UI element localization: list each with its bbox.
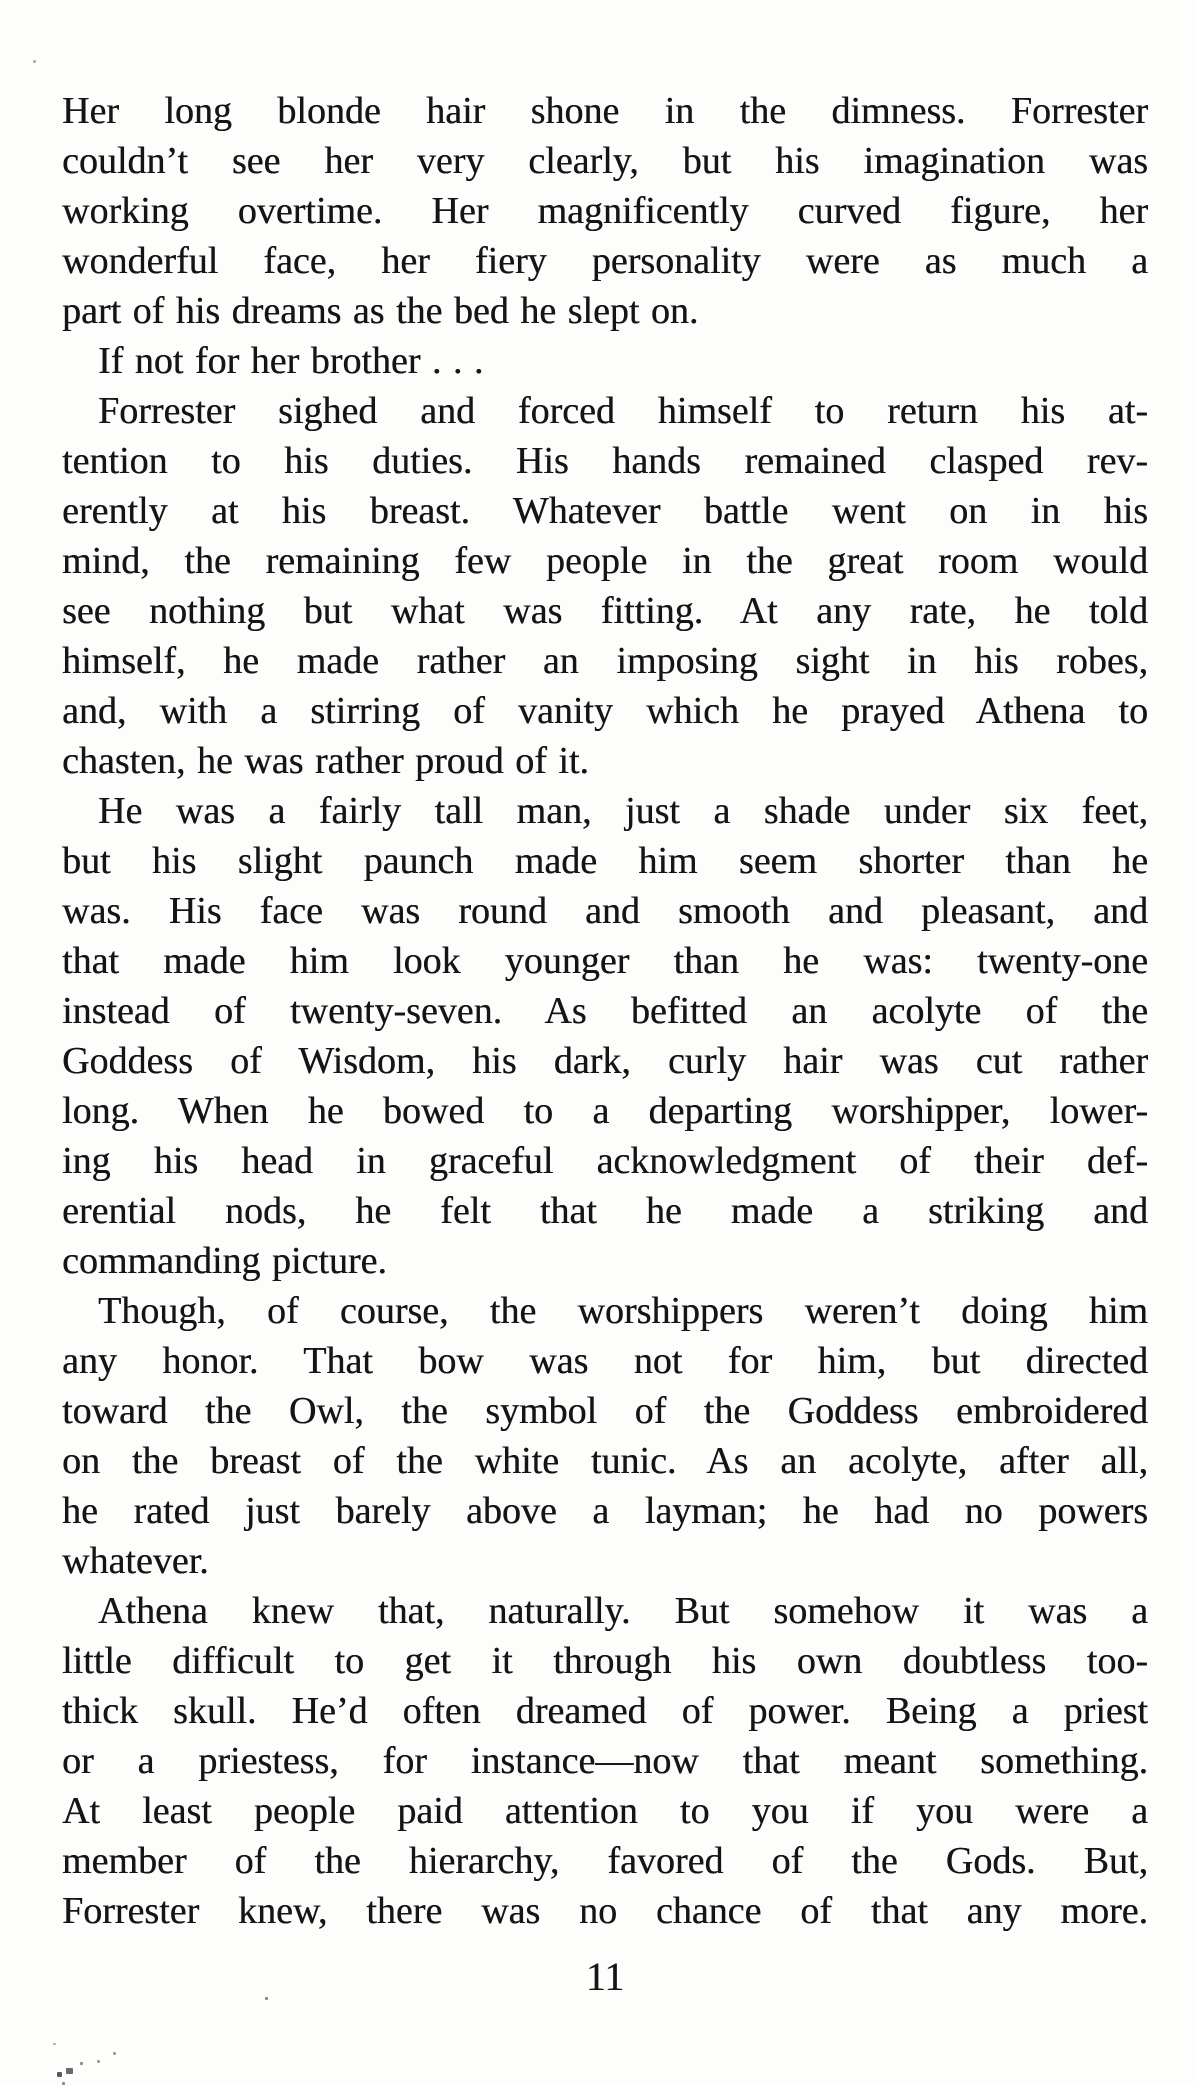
text-line: Forrester knew, there was no chance of that any more. xyxy=(62,1890,1148,1932)
text-line: part of his dreams as the bed he slept on. xyxy=(62,290,699,332)
text-line: Goddess of Wisdom, his dark, curly hair was cut rather xyxy=(62,1040,1148,1082)
text-line: tention to his duties. His hands remained clasped rev- xyxy=(62,440,1148,482)
text-line: working overtime. Her magnificently curved figure, her xyxy=(62,190,1148,232)
page-number: 11 xyxy=(585,1954,625,1999)
scan-speck xyxy=(33,60,36,63)
text-line: ing his head in graceful acknowledgment of their def- xyxy=(62,1140,1148,1182)
body-text xyxy=(62,86,1148,1936)
text-line: instead of twenty-seven. As befitted an acolyte of the xyxy=(62,990,1148,1032)
scan-speck xyxy=(80,2062,83,2065)
text-line: erential nods, he felt that he made a striking and xyxy=(62,1190,1148,1232)
text-line: Though, of course, the worshippers weren’t doing him xyxy=(98,1290,1148,1332)
text-line: was. His face was round and smooth and pleasant, and xyxy=(62,890,1148,932)
text-line: member of the hierarchy, favored of the Gods. But, xyxy=(62,1840,1148,1882)
scan-speck xyxy=(53,2043,56,2045)
scan-speck xyxy=(97,2060,100,2063)
text-line: erently at his breast. Whatever battle went on in his xyxy=(62,490,1148,532)
text-line: toward the Owl, the symbol of the Goddess embroidered xyxy=(62,1390,1148,1432)
text-line: thick skull. He’d often dreamed of power. Being a priest xyxy=(62,1690,1148,1732)
scan-speck xyxy=(62,2082,65,2085)
text-line: Forrester sighed and forced himself to return his at- xyxy=(98,390,1148,432)
text-line: Her long blonde hair shone in the dimness. Forrester xyxy=(62,90,1148,132)
scan-speck xyxy=(57,2072,62,2077)
text-line: himself, he made rather an imposing sight in his robes, xyxy=(62,640,1148,682)
text-line: on the breast of the white tunic. As an acolyte, after all, xyxy=(62,1440,1148,1482)
text-line: He was a fairly tall man, just a shade under six feet, xyxy=(98,790,1148,832)
text-line: Athena knew that, naturally. But somehow it was a xyxy=(98,1590,1148,1632)
text-line: he rated just barely above a layman; he had no powers xyxy=(62,1490,1148,1532)
text-line: any honor. That bow was not for him, but directed xyxy=(62,1340,1148,1382)
text-line: commanding picture. xyxy=(62,1240,387,1282)
scan-speck xyxy=(265,1997,268,2000)
text-line: couldn’t see her very clearly, but his imagination was xyxy=(62,140,1148,182)
text-line: see nothing but what was fitting. At any rate, he told xyxy=(62,590,1148,632)
text-line: that made him look younger than he was: twenty-one xyxy=(62,940,1148,982)
text-line: If not for her brother . . . xyxy=(98,340,484,382)
text-line: long. When he bowed to a departing worshipper, lower- xyxy=(62,1090,1148,1132)
text-line: whatever. xyxy=(62,1540,209,1582)
text-line: chasten, he was rather proud of it. xyxy=(62,740,589,782)
text-line: little difficult to get it through his own doubtless too- xyxy=(62,1640,1148,1682)
scan-speck xyxy=(66,2068,73,2074)
text-line: At least people paid attention to you if you were a xyxy=(62,1790,1148,1832)
text-line: wonderful face, her fiery personality were as much a xyxy=(62,240,1148,282)
text-line: or a priestess, for instance—now that meant something. xyxy=(62,1740,1148,1782)
text-line: but his slight paunch made him seem shorter than he xyxy=(62,840,1148,882)
text-line: and, with a stirring of vanity which he prayed Athena to xyxy=(62,690,1148,732)
scan-speck xyxy=(113,2052,116,2055)
text-line: mind, the remaining few people in the great room would xyxy=(62,540,1148,582)
